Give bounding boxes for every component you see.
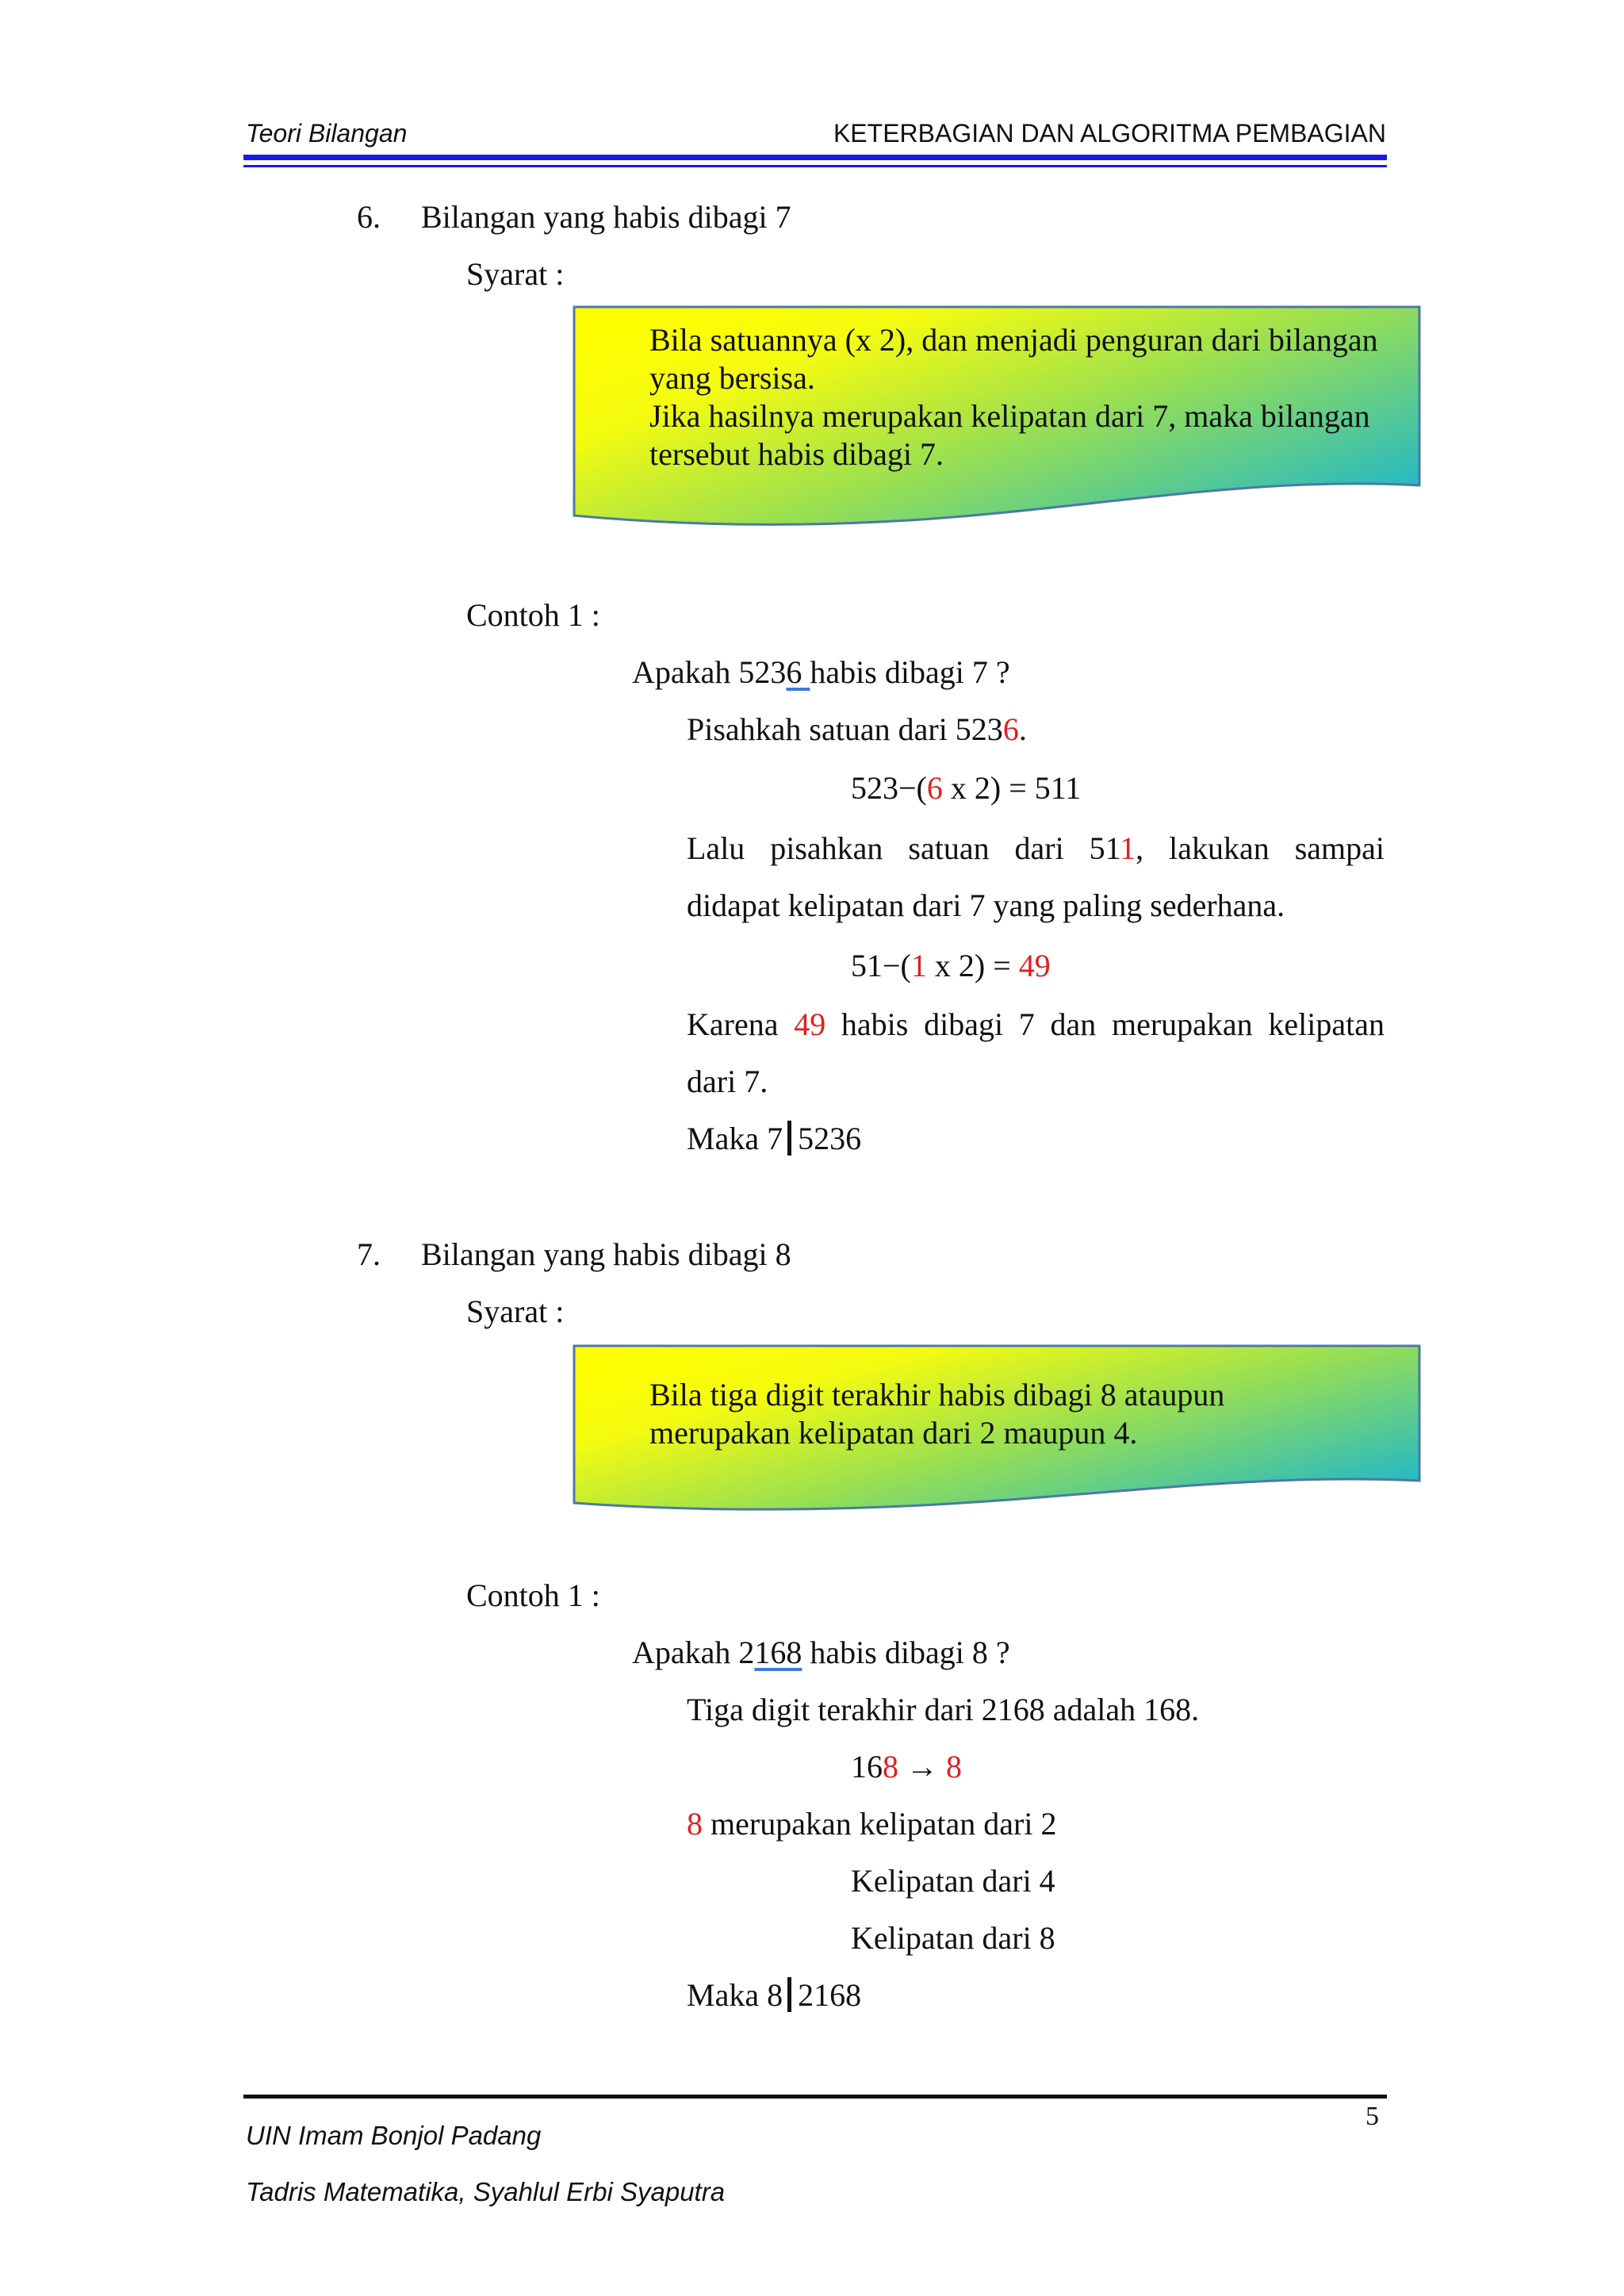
step2-text-c: , lakukan sampai — [1136, 830, 1385, 866]
section-6-conclusion — [687, 1120, 861, 1157]
calc-red-digit: 6 — [926, 770, 943, 806]
section-6-calculation-2 — [851, 947, 1051, 984]
calc-red-result: 8 — [946, 1749, 962, 1784]
footer-rule — [243, 2095, 1387, 2099]
section-6-condition-text-1: Bila satuannya (x 2), dan menjadi penguran dari bilangan yang bersisa. — [649, 322, 1378, 396]
conclusion-text-a: Maka 7 — [687, 1121, 783, 1156]
section-6-step-2-line-1 — [687, 830, 1385, 867]
header-rule-thin — [243, 165, 1387, 167]
section-7-condition-box — [573, 1344, 1421, 1515]
section-7-step-2 — [687, 1805, 1056, 1842]
header-right-title: KETERBAGIAN DAN ALGORITMA PEMBAGIAN — [833, 119, 1386, 148]
section-6-title: Bilangan yang habis dibagi 7 — [421, 199, 791, 235]
footer-institution: UIN Imam Bonjol Padang — [246, 2121, 542, 2150]
question-underlined-digit: 6 — [786, 654, 810, 690]
section-6-condition-text-2: Jika hasilnya merupakan kelipatan dari 7, maka bilangan tersebut habis dibagi 7. — [649, 398, 1370, 472]
header-left-title: Teori Bilangan — [246, 119, 408, 148]
divides-bar-icon — [787, 1121, 791, 1156]
section-7-question — [632, 1634, 1010, 1671]
question-text-c: habis dibagi 8 ? — [802, 1635, 1010, 1670]
calc-text-a: 16 — [851, 1749, 883, 1784]
section-7-calculation-1 — [851, 1748, 962, 1785]
section-7-conclusion — [687, 1976, 861, 2014]
header-rule-thick — [243, 155, 1387, 160]
step-red-digit: 6 — [1002, 711, 1019, 747]
calc-text-c: x 2) = 511 — [942, 770, 1082, 806]
step3-text-c: habis dibagi 7 dan merupakan kelipatan — [825, 1006, 1385, 1042]
calc2-red-result: 49 — [1018, 948, 1051, 983]
section-6-step-1 — [687, 711, 1027, 748]
section-7-syarat-label: Syarat : — [466, 1294, 565, 1329]
arrow-icon: → — [898, 1749, 946, 1784]
section-6-step-3-line-1 — [687, 1006, 1385, 1043]
section-7-step-1: Tiga digit terakhir dari 2168 adalah 168. — [687, 1692, 1200, 1727]
section-7-number: 7. — [357, 1236, 381, 1272]
calc-red-digit: 8 — [883, 1749, 898, 1784]
question-text-c: habis dibagi 7 ? — [810, 654, 1010, 690]
section-6-syarat-label: Syarat : — [466, 256, 565, 292]
step2-text-b: merupakan kelipatan dari 2 — [703, 1806, 1057, 1842]
section-6-example-label: Contoh 1 : — [466, 597, 600, 633]
section-7-example-label: Contoh 1 : — [466, 1577, 600, 1613]
divides-bar-icon — [787, 1977, 791, 2012]
section-6-condition-box — [573, 305, 1421, 531]
calc2-text-a: 51−( — [851, 948, 911, 983]
page-number: 5 — [1365, 2102, 1379, 2131]
calc2-text-c: x 2) = — [926, 948, 1019, 983]
step3-red-number: 49 — [794, 1006, 826, 1042]
section-6-calculation-1 — [851, 769, 1081, 807]
section-6-step-2-line-2: didapat kelipatan dari 7 yang paling sederhana. — [687, 887, 1285, 923]
section-6-number: 6. — [357, 199, 381, 235]
section-7-title: Bilangan yang habis dibagi 8 — [421, 1236, 791, 1272]
section-6-question — [632, 654, 1010, 691]
step3-text-a: Karena — [687, 1006, 795, 1042]
question-text-a: Apakah 2 — [632, 1635, 755, 1670]
section-7-condition-text: Bila tiga digit terakhir habis dibagi 8 ataupun merupakan kelipatan dari 2 maupun 4. — [649, 1377, 1225, 1451]
step-text-c: . — [1018, 711, 1027, 747]
question-underlined-digits: 168 — [754, 1635, 802, 1670]
step-text-a: Pisahkah satuan dari 523 — [687, 711, 1003, 747]
calc2-red-digit: 1 — [910, 948, 927, 983]
step2-red-digit: 8 — [687, 1806, 703, 1842]
section-7-step-3: Kelipatan dari 4 — [851, 1863, 1055, 1899]
section-7-step-4: Kelipatan dari 8 — [851, 1920, 1055, 1956]
conclusion-text-a: Maka 8 — [687, 1977, 783, 2013]
step2-red-digit: 1 — [1120, 830, 1136, 866]
conclusion-text-b: 5236 — [798, 1121, 862, 1156]
calc-text-a: 523−( — [851, 770, 927, 806]
conclusion-text-b: 2168 — [798, 1977, 862, 2013]
question-text-a: Apakah 523 — [632, 654, 787, 690]
step2-text-a: Lalu pisahkan satuan dari 51 — [687, 830, 1120, 866]
footer-author: Tadris Matematika, Syahlul Erbi Syaputra — [246, 2177, 726, 2206]
section-6-step-3-line-2: dari 7. — [687, 1064, 768, 1099]
